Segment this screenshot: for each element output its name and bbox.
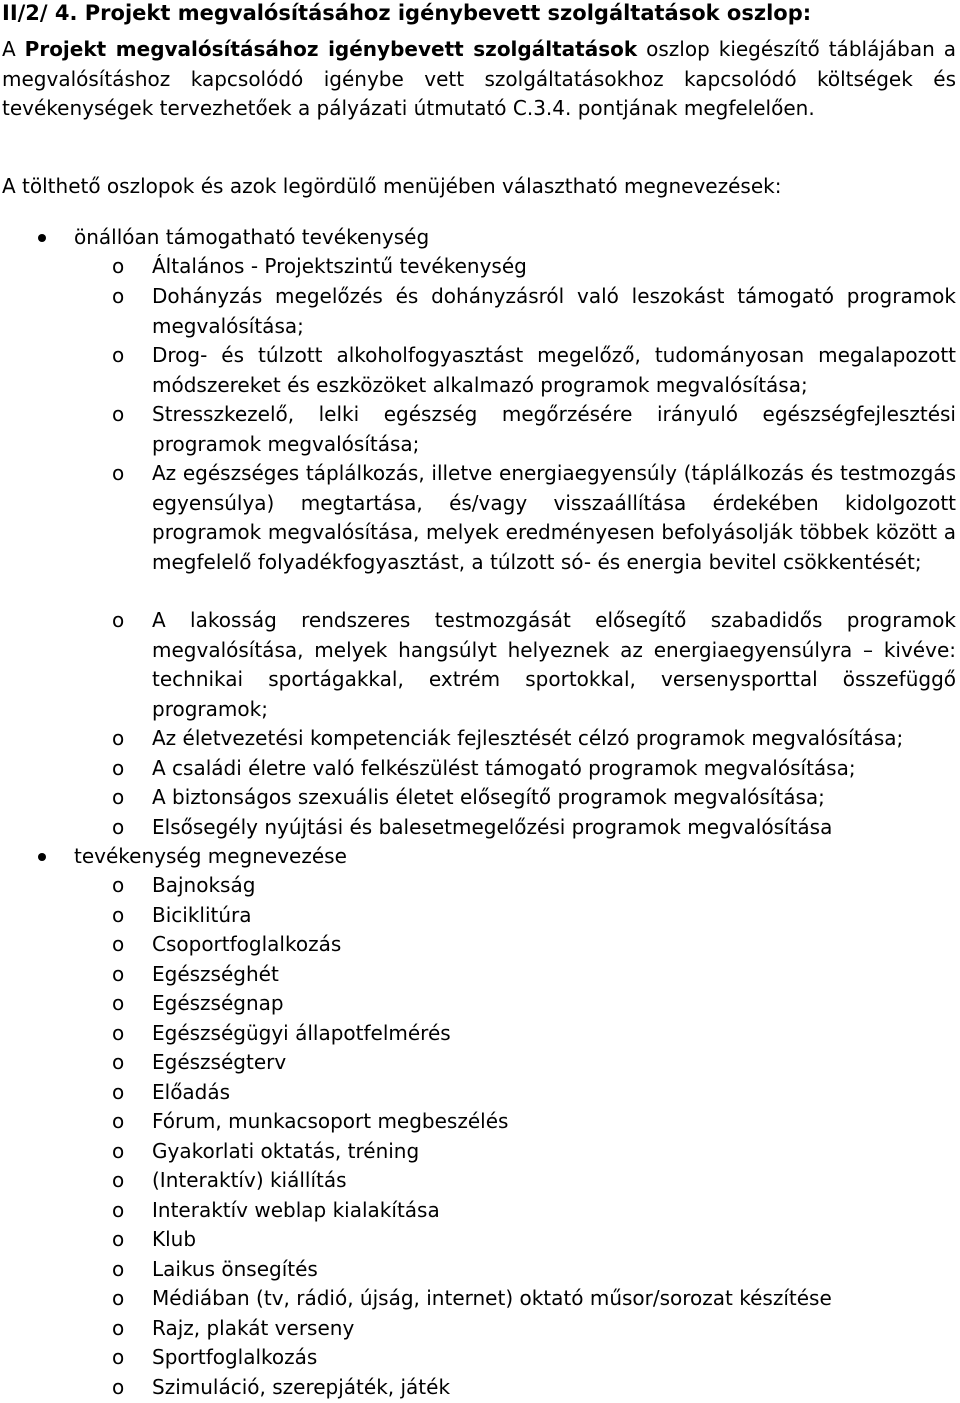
list-item: Dohányzás megelőzés és dohányzásról való leszokást támogató programok megvalósítása; <box>152 284 956 338</box>
list-item: Laikus önsegítés <box>152 1257 318 1281</box>
list-item: A lakosság rendszeres testmozgását elősegítő szabadidős programok megvalósítása, melyek hangsúlyt helyeznek az energiaegyensúlyra – kivéve: technikai sportágakkal, extrém sportokkal, versenysporttal összefüggő programok; <box>152 608 956 721</box>
section-1-title: önállóan támogatható tevékenység <box>74 225 430 249</box>
list-marker-icon: o <box>112 284 125 308</box>
list-item: (Interaktív) kiállítás <box>152 1168 347 1192</box>
list-marker-icon: o <box>112 402 125 426</box>
list-item: Sportfoglalkozás <box>152 1345 318 1369</box>
bullet-icon <box>38 234 46 242</box>
list-item: Drog- és túlzott alkoholfogyasztást megelőző, tudományosan megalapozott módszereket és eszközöket alkalmazó programok megvalósítása; <box>152 343 956 397</box>
list-marker-icon: o <box>112 1109 125 1133</box>
list-marker-icon: o <box>112 815 125 839</box>
list-marker-icon: o <box>112 1198 125 1222</box>
list-marker-icon: o <box>112 1227 125 1251</box>
list-item: Gyakorlati oktatás, tréning <box>152 1139 420 1163</box>
list-item: Klub <box>152 1227 197 1251</box>
list-item: Előadás <box>152 1080 231 1104</box>
lead-sentence: A tölthető oszlopok és azok legördülő menüjében választható megnevezések: <box>2 174 782 198</box>
list-marker-icon: o <box>112 1050 125 1074</box>
list-marker-icon: o <box>112 785 125 809</box>
list-item: A biztonságos szexuális életet elősegítő programok megvalósítása; <box>152 785 825 809</box>
list-marker-icon: o <box>112 461 125 485</box>
list-item: Elsősegély nyújtási és balesetmegelőzési programok megvalósítása <box>152 815 833 839</box>
list-marker-icon: o <box>112 608 125 632</box>
list-item: Az életvezetési kompetenciák fejlesztését célzó programok megvalósítása; <box>152 726 904 750</box>
list-marker-icon: o <box>112 254 125 278</box>
list-item: A családi életre való felkészülést támogató programok megvalósítása; <box>152 756 856 780</box>
list-item: Általános - Projektszintű tevékenység <box>152 254 527 278</box>
list-item: Egészséghét <box>152 962 279 986</box>
list-item: Bajnokság <box>152 873 256 897</box>
list-marker-icon: o <box>112 343 125 367</box>
list-item: Szimuláció, szerepjáték, játék <box>152 1375 451 1399</box>
list-marker-icon: o <box>112 962 125 986</box>
list-item: Fórum, munkacsoport megbeszélés <box>152 1109 509 1133</box>
list-marker-icon: o <box>112 1286 125 1310</box>
intro-rest: oszlop kiegészítő táblájában a megvalósításhoz kapcsolódó igénybe vett szolgáltatásokhoz kapcsolódó költségek és tevékenységek tervezhetőek a pályázati útmutató C.3.4. pontjának megfelelően. <box>2 37 956 120</box>
section-heading: II/2/ 4. Projekt megvalósításához igénybevett szolgáltatások oszlop: <box>2 1 812 25</box>
list-item: Médiában (tv, rádió, újság, internet) oktató műsor/sorozat készítése <box>152 1286 832 1310</box>
list-item: Csoportfoglalkozás <box>152 932 342 956</box>
list-marker-icon: o <box>112 1080 125 1104</box>
list-marker-icon: o <box>112 1257 125 1281</box>
list-item: Interaktív weblap kialakítása <box>152 1198 440 1222</box>
list-marker-icon: o <box>112 1375 125 1399</box>
list-marker-icon: o <box>112 726 125 750</box>
list-item: Stresszkezelő, lelki egészség megőrzésére irányuló egészségfejlesztési programok megvalósítása; <box>152 402 956 456</box>
list-marker-icon: o <box>112 991 125 1015</box>
list-marker-icon: o <box>112 932 125 956</box>
section-2-title: tevékenység megnevezése <box>74 844 347 868</box>
list-marker-icon: o <box>112 1139 125 1163</box>
list-item: Az egészséges táplálkozás, illetve energiaegyensúly (táplálkozás és testmozgás egyensúlya) megtartása, és/vagy visszaállítása érdekében kidolgozott programok megvalósítása, melyek eredményesen befolyásolják többek között a megfelelő folyadékfogyasztást, a túlzott só- és energia bevitel csökkentését; <box>152 461 956 574</box>
list-item: Biciklitúra <box>152 903 252 927</box>
list-marker-icon: o <box>112 1316 125 1340</box>
list-item: Egészségügyi állapotfelmérés <box>152 1021 451 1045</box>
intro-prefix: A <box>2 37 25 61</box>
intro-bold-term: Projekt megvalósításához igénybevett szolgáltatások <box>24 37 638 61</box>
intro-paragraph <box>2 35 956 124</box>
list-marker-icon: o <box>112 1021 125 1045</box>
list-marker-icon: o <box>112 756 125 780</box>
list-marker-icon: o <box>112 903 125 927</box>
list-item: Rajz, plakát verseny <box>152 1316 355 1340</box>
list-marker-icon: o <box>112 873 125 897</box>
list-item: Egészségnap <box>152 991 284 1015</box>
list-marker-icon: o <box>112 1345 125 1369</box>
list-item: Egészségterv <box>152 1050 287 1074</box>
bullet-icon <box>38 853 46 861</box>
list-marker-icon: o <box>112 1168 125 1192</box>
